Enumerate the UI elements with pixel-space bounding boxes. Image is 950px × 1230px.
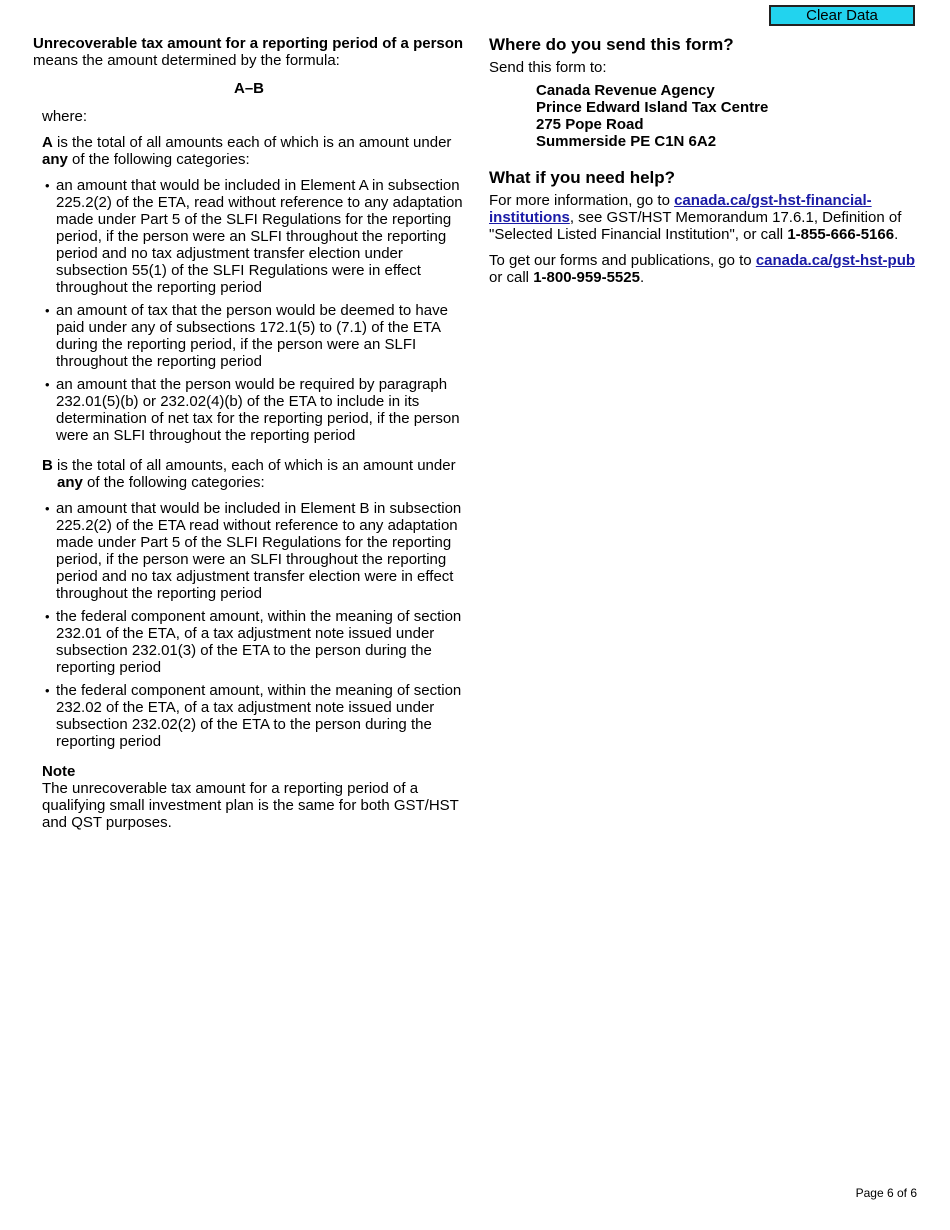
address-line: Canada Revenue Agency bbox=[536, 82, 715, 99]
list-item-text: the federal component amount, within the meaning of section 232.01 of the ETA, of a tax adjustment note issued under subsection 232.01(3) of the ETA to the person during the reporting period bbox=[56, 608, 462, 676]
note-title: Note bbox=[42, 763, 76, 780]
formula: A–B bbox=[233, 80, 264, 97]
send-intro: Send this form to: bbox=[489, 59, 607, 76]
list-item bbox=[43, 302, 465, 370]
list-item bbox=[43, 500, 465, 602]
definition-rest: means the amount determined by the formula: bbox=[33, 52, 340, 69]
help-heading: What if you need help? bbox=[489, 168, 676, 187]
list-item bbox=[43, 177, 465, 296]
right-column bbox=[489, 35, 919, 295]
list-item bbox=[43, 608, 465, 676]
element-a-list bbox=[33, 177, 465, 444]
element-a-any: any bbox=[42, 151, 68, 168]
element-a-letter: A bbox=[42, 134, 53, 151]
phone-number: 1-800-959-5525 bbox=[533, 269, 640, 286]
help-text: , see GST/HST Memorandum 17.6.1, Definition of "Selected Listed Financial Institution", or call bbox=[489, 209, 902, 243]
help-text: To get our forms and publications, go to bbox=[489, 252, 756, 269]
phone-number: 1-855-666-5166 bbox=[787, 226, 895, 243]
element-a-section bbox=[33, 134, 465, 168]
definition-term: Unrecoverable tax amount for a reporting period of a person bbox=[33, 35, 464, 52]
element-b-intro-end: of the following categories: bbox=[82, 474, 265, 491]
bullet-icon: • bbox=[45, 303, 50, 318]
bullet-icon: • bbox=[45, 178, 50, 193]
element-b-section bbox=[33, 457, 465, 491]
bullet-icon: • bbox=[45, 683, 50, 698]
help-text: . bbox=[639, 269, 645, 286]
bullet-icon: • bbox=[45, 609, 50, 624]
list-item-text: an amount that would be included in Element B in subsection 225.2(2) of the ETA read without reference to any adaptation made under Part 5 of the SLFI Regulations for the reporting period, if the person were an SLFI throughout the reporting period and no tax adjustment transfer election were in effect throughout the reporting period bbox=[56, 500, 462, 602]
help-paragraph-info bbox=[489, 192, 919, 243]
financial-institutions-link[interactable]: canada.ca/gst-hst-financial-institutions bbox=[489, 192, 872, 226]
element-b-any: any bbox=[57, 474, 83, 491]
bullet-icon: • bbox=[45, 377, 50, 392]
left-column bbox=[33, 35, 465, 831]
list-item-text: an amount that would be included in Element A in subsection 225.2(2) of the ETA, read without reference to any adaptation made under Part 5 of the SLFI Regulations for the reporting period, if the person were an SLFI throughout the reporting period and no tax adjustment transfer election under subsection 55(1) of the SLFI Regulations were in effect throughout the reporting period bbox=[56, 177, 463, 296]
element-a-intro-text: is the total of all amounts each of which is an amount under bbox=[52, 134, 452, 151]
element-b-letter: B bbox=[42, 457, 53, 474]
clear-data-button[interactable]: Clear Data bbox=[769, 5, 915, 26]
address-line: Prince Edward Island Tax Centre bbox=[536, 99, 769, 116]
send-heading: Where do you send this form? bbox=[489, 35, 734, 54]
element-b-intro-text: is the total of all amounts, each of which is an amount under bbox=[52, 457, 456, 474]
page-number: Page 6 of 6 bbox=[855, 1186, 917, 1200]
bullet-icon: • bbox=[45, 501, 50, 516]
list-item bbox=[43, 376, 465, 444]
element-b-list bbox=[33, 500, 465, 750]
element-a-intro-end: of the following categories: bbox=[67, 151, 250, 168]
forms-publications-link[interactable]: canada.ca/gst-hst-pub bbox=[755, 252, 916, 269]
list-item-text: an amount of tax that the person would be deemed to have paid under any of subsections 172.1(5) to (7.1) of the ETA during the reporting period, if the person were an SLFI throughout the reporting period bbox=[56, 302, 448, 370]
address-line: 275 Pope Road bbox=[536, 116, 644, 133]
list-item bbox=[43, 682, 465, 750]
list-item-text: an amount that the person would be required by paragraph 232.01(5)(b) or 232.02(4)(b) of the ETA to include in its determination of net tax for the reporting period, if the person were an SLFI throughout the reporting period bbox=[56, 376, 460, 444]
list-item-text: the federal component amount, within the meaning of section 232.02 of the ETA, of a tax adjustment note issued under subsection 232.02(2) of the ETA to the person during the reporting period bbox=[56, 682, 462, 750]
mailing-address bbox=[536, 82, 919, 150]
element-b-intro bbox=[42, 457, 465, 491]
help-text: or call bbox=[489, 269, 534, 286]
address-line: Summerside PE C1N 6A2 bbox=[536, 133, 717, 150]
definition-paragraph bbox=[33, 35, 465, 69]
element-a-intro bbox=[42, 134, 465, 168]
where-label: where: bbox=[42, 108, 88, 125]
help-text: For more information, go to bbox=[489, 192, 675, 209]
help-text: . bbox=[894, 226, 899, 243]
help-paragraph-forms bbox=[489, 252, 919, 286]
note-section bbox=[33, 763, 465, 831]
note-text: The unrecoverable tax amount for a reporting period of a qualifying small investment plan is the same for both GST/HST and QST purposes. bbox=[42, 780, 459, 831]
